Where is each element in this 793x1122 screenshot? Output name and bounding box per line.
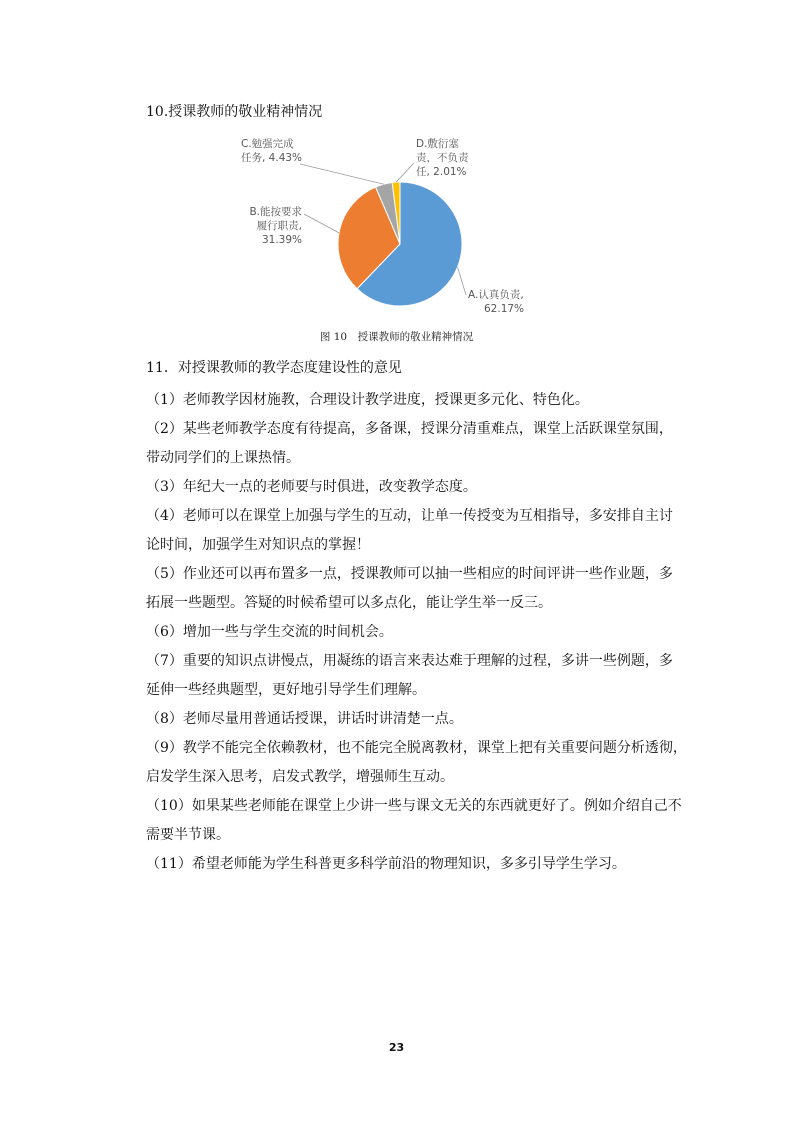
opinion-item bbox=[146, 705, 646, 734]
opinion-line: 需要半节课。 bbox=[146, 827, 230, 843]
slice-label-c bbox=[241, 137, 302, 165]
slice-label-line: 任务, 4.43% bbox=[241, 152, 303, 164]
slice-label-line: A.认真负责, bbox=[468, 289, 524, 301]
opinion-item bbox=[146, 618, 646, 647]
slice-label-line: B.能按要求 bbox=[249, 206, 302, 218]
opinion-item bbox=[146, 415, 673, 473]
opinion-line: （5）作业还可以再布置多一点，授课教师可以抽一些相应的时间评讲一些作业题，多 bbox=[146, 566, 673, 582]
page-number: 23 bbox=[388, 1041, 405, 1054]
opinion-list bbox=[146, 386, 687, 879]
leader-line-b bbox=[304, 214, 339, 233]
slice-label-line: 31.39% bbox=[261, 234, 302, 246]
opinion-line: （2）某些老师教学态度有待提高，多备课，授课分清重难点，课堂上活跃课堂氛围， bbox=[146, 421, 673, 437]
section-heading: 11．对授课教师的教学态度建设性的意见 bbox=[146, 360, 402, 376]
opinion-item bbox=[146, 647, 673, 705]
opinion-line: （4）老师可以在课堂上加强与学生的互动，让单一传授变为互相指导，多安排自主讨 bbox=[146, 508, 673, 524]
opinion-item bbox=[146, 792, 682, 850]
opinion-item bbox=[146, 734, 687, 792]
opinion-line: （11）希望老师能为学生科普更多科学前沿的物理知识，多多引导学生学习。 bbox=[146, 856, 626, 872]
pie-chart-svg bbox=[0, 0, 793, 330]
slice-label-a bbox=[468, 288, 524, 316]
slice-label-line: 责，不负责 bbox=[416, 152, 469, 164]
opinion-line: （3）年纪大一点的老师要与时俱进，改变教学态度。 bbox=[146, 479, 477, 495]
leader-line-c bbox=[300, 164, 384, 184]
slice-label-line: 任, 2.01% bbox=[416, 166, 467, 178]
slice-label-b bbox=[242, 205, 302, 247]
leader-line-a bbox=[458, 267, 466, 295]
opinion-item bbox=[146, 473, 646, 502]
opinion-line: （8）老师尽量用普通话授课，讲话时讲清楚一点。 bbox=[146, 711, 463, 727]
slice-label-d bbox=[416, 137, 469, 179]
opinion-line: 拓展一些题型。答疑的时候希望可以多点化，能让学生举一反三。 bbox=[146, 595, 552, 611]
opinion-line: （10）如果某些老师能在课堂上少讲一些与课文无关的东西就更好了。例如介绍自己不 bbox=[146, 798, 682, 814]
slice-label-line: D.敷衍塞 bbox=[416, 138, 459, 150]
opinion-line: 论时间，加强学生对知识点的掌握！ bbox=[146, 537, 370, 553]
opinion-item bbox=[146, 560, 673, 618]
opinion-item bbox=[146, 850, 646, 879]
slice-label-line: C.勉强完成 bbox=[241, 138, 294, 150]
opinion-line: （7）重要的知识点讲慢点，用凝练的语言来表达难于理解的过程，多讲一些例题，多 bbox=[146, 653, 673, 669]
figure-caption: 图 10 授课教师的敬业精神情况 bbox=[319, 331, 474, 343]
opinion-line: （1）老师教学因材施教，合理设计教学进度，授课更多元化、特色化。 bbox=[146, 392, 589, 408]
pie-chart bbox=[0, 0, 793, 330]
opinion-line: 启发学生深入思考，启发式教学，增强师生互动。 bbox=[146, 769, 454, 785]
leader-line-d bbox=[396, 163, 414, 182]
opinion-line: 延伸一些经典题型，更好地引导学生们理解。 bbox=[146, 682, 426, 698]
slice-label-line: 履行职责, bbox=[256, 220, 302, 232]
opinion-item bbox=[146, 386, 646, 415]
opinion-line: 带动同学们的上课热情。 bbox=[146, 450, 300, 466]
slice-label-line: 62.17% bbox=[484, 303, 525, 315]
section-title: 10.授课教师的敬业精神情况 bbox=[146, 104, 323, 120]
opinion-item bbox=[146, 502, 673, 560]
opinion-line: （9）教学不能完全依赖教材，也不能完全脱离教材，课堂上把有关重要问题分析透彻， bbox=[146, 740, 687, 756]
opinion-line: （6）增加一些与学生交流的时间机会。 bbox=[146, 624, 393, 640]
